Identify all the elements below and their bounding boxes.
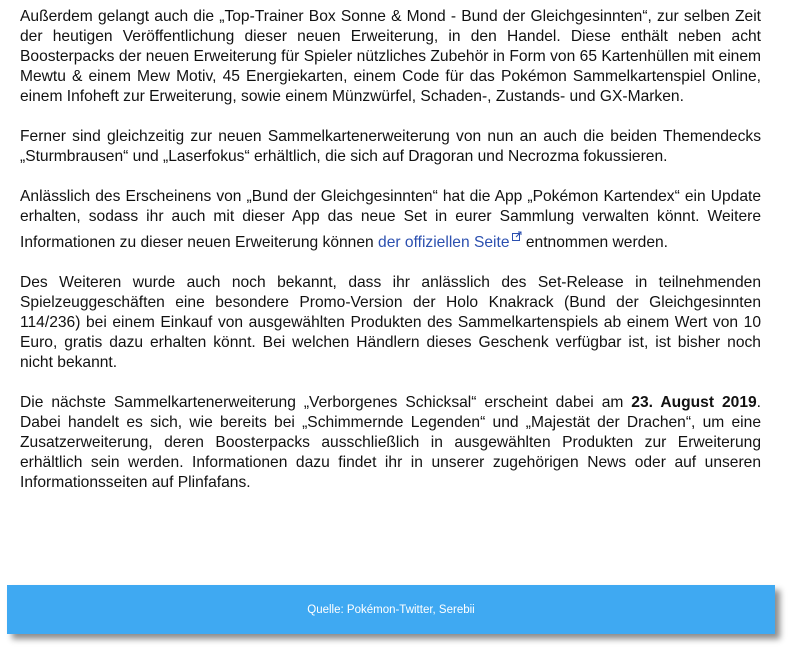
source-text: Quelle: Pokémon-Twitter, Serebii bbox=[307, 603, 475, 616]
official-page-link[interactable]: der offiziellen Seite bbox=[378, 234, 510, 252]
external-link-icon[interactable] bbox=[512, 227, 522, 237]
paragraph-next-expansion-end: . Dabei handelt es sich, wie bereits bei „Schimmernde Legenden“ und „Majestät der Drachen“, um eine Zusatzerweiterung, deren Boosterpacks ausschließlich in ausgewählten Produkten zur Erweiterung erhältlich sein werden. Informationen dazu findet ihr in unserer zugehörigen News oder auf unseren Informationsseiten auf Plinfafans. bbox=[20, 394, 762, 492]
article-body bbox=[20, 7, 761, 513]
paragraph-kartendex-app bbox=[20, 187, 761, 253]
paragraph-theme-decks: Ferner sind gleichzeitig zur neuen Sammelkartenerweiterung von nun an auch die beiden Themendecks „Sturmbrausen“ und „Laserfokus“ erhältlich, die sich auf Dragoran und Necrozma fokussieren. bbox=[20, 128, 761, 165]
release-date: 23. August 2019 bbox=[631, 394, 757, 412]
paragraph-kartendex-text: Anlässlich des Erscheinens von „Bund der Gleichgesinnten“ hat die App „Pokémon Kartendex“ ein Update erhalten, sodass ihr auch mit dieser App das neue Set in eurer Sammlung verwalten könnt. Weitere Informationen zu dieser neuen Erweiterung können bbox=[20, 188, 761, 252]
paragraph-kartendex-end: entnommen werden. bbox=[521, 234, 669, 252]
paragraph-next-expansion-start: Die nächste Sammelkartenerweiterung „Verborgenes Schicksal“ erscheint dabei am bbox=[20, 394, 632, 412]
paragraph-promo-knakrack: Des Weiteren wurde auch noch bekannt, dass ihr anlässlich des Set-Release in teilnehmenden Spielzeuggeschäften eine besondere Promo-Version der Holo Knakrack (Bund der Gleichgesinnten 114/236) bei einem Einkauf von ausgewählten Produkten des Sammelkartenspiels ab einem Wert von 10 Euro, gratis dazu erhalten könnt. Bei welchen Händlern dieses Geschenk verfügbar ist, ist bisher noch nicht bekannt. bbox=[20, 274, 761, 372]
paragraph-top-trainer-box: Außerdem gelangt auch die „Top-Trainer Box Sonne & Mond - Bund der Gleichgesinnten“, zur selben Zeit der heutigen Veröffentlichung dieser neuen Erweiterung, in den Handel. Diese enthält neben acht Boosterpacks der neuen Erweiterung für Spieler nützliches Zubehör in Form von 65 Kartenhüllen mit einem Mewtu & einem Mew Motiv, 45 Energiekarten, einem Code für das Pokémon Sammelkartenspiel Online, einem Infoheft zur Erweiterung, sowie einem Münzwürfel, Schaden-, Zustands- und GX-Marken. bbox=[20, 8, 761, 105]
source-box bbox=[7, 585, 775, 634]
paragraph-next-expansion bbox=[20, 393, 761, 493]
